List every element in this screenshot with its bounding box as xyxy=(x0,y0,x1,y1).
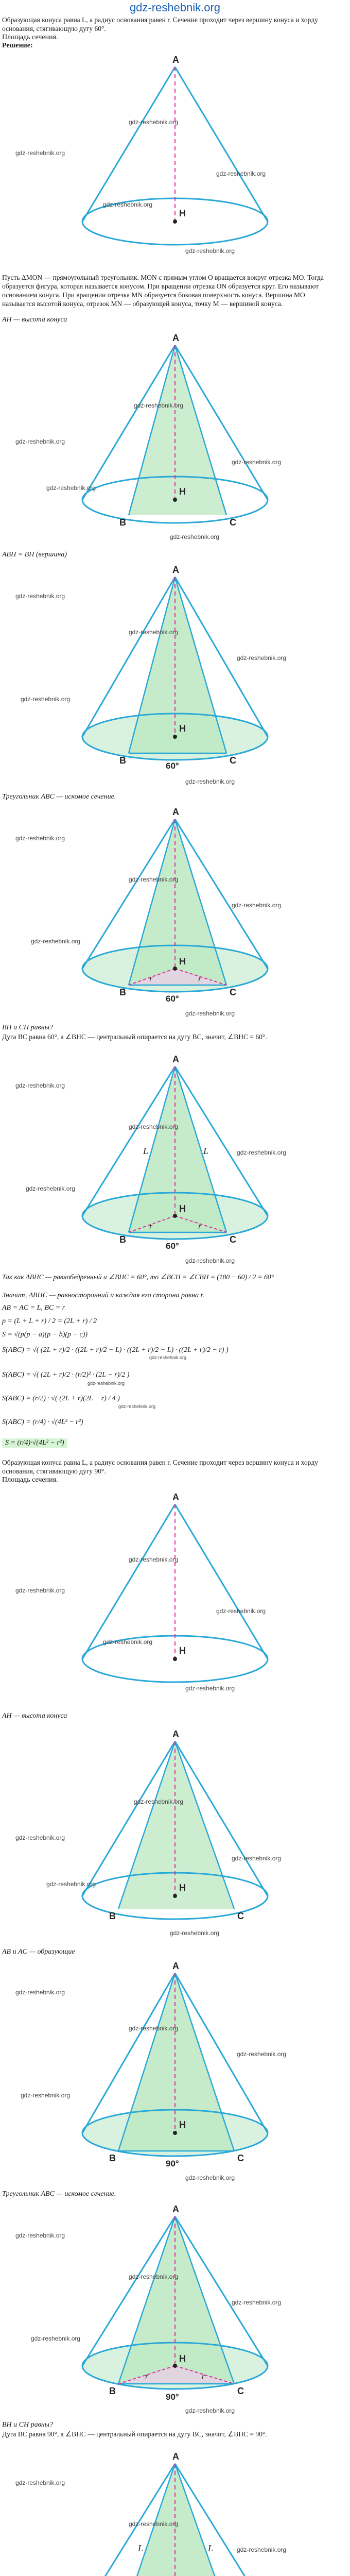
cone-figure-10 xyxy=(0,2448,350,2576)
watermark: gdz-reshebnik.org xyxy=(103,1638,153,1646)
watermark: gdz-reshebnik.org xyxy=(237,1149,287,1156)
watermark: gdz-reshebnik.org xyxy=(46,484,96,492)
watermark: gdz-reshebnik.org xyxy=(170,533,220,540)
label-a: A xyxy=(172,807,179,817)
answer-1: S = (r/4)·√(4L² − r²) xyxy=(2,1438,67,1448)
label-a: A xyxy=(172,333,179,343)
label-b: B xyxy=(119,517,126,528)
problem-statement-1: Образующая конуса равна L, а радиус основания равен r. Сечение проходит через вершину конуса и хорду основания, стягивающую дугу 60°. xyxy=(2,16,318,32)
label-c: C xyxy=(237,2386,244,2396)
label-h: H xyxy=(179,956,186,967)
cone-figure-2 xyxy=(0,330,350,546)
watermark: gdz-reshebnik.org xyxy=(46,1880,96,1888)
calc-line: S(ABC) = (r/4) · √(4L² − r²) xyxy=(2,1418,83,1426)
watermark: gdz-reshebnik.org xyxy=(26,1185,76,1192)
cone-figure-4 xyxy=(0,804,350,1020)
label-l: L xyxy=(203,1146,209,1156)
angle-note-2: Дуга BC равна 90°, а ∠BHC — центральный опирается на дугу BC, значит, ∠BHC = 90°. xyxy=(2,2430,267,2438)
label-l: L xyxy=(208,2543,214,2553)
watermark: gdz-reshebnik.org xyxy=(129,118,179,126)
label-h: H xyxy=(179,1883,186,1893)
cone-figure-8 xyxy=(0,1958,350,2184)
calc-line: AB = AC = L, BC = r xyxy=(2,1304,65,1312)
equal-note-1: BH и CH равны? xyxy=(2,1024,54,1031)
label-a: A xyxy=(172,2451,179,2462)
calc-line: Так как ΔBHC — равнобедренный и ∠BHC = 60°, то ∠BCH = ∠CBH = (180 − 60) / 2 = 60° xyxy=(2,1273,274,1281)
watermark: gdz-reshebnik.org xyxy=(15,1834,65,1841)
label-b: B xyxy=(119,987,126,997)
label-h: H xyxy=(179,2120,186,2130)
label-h: H xyxy=(179,1204,186,1214)
calc-line: Значит, ΔBHC — равносторонний и каждая его сторона равна r. xyxy=(2,1292,204,1299)
solution-label-1: Решение: xyxy=(2,42,33,49)
label-l: L xyxy=(143,1146,149,1156)
label-a: A xyxy=(172,55,179,65)
find-label-1: Площадь сечения. xyxy=(2,33,58,41)
label-h: H xyxy=(179,723,186,734)
watermark: gdz-reshebnik.org xyxy=(232,459,282,466)
height-note-1: AH — высота конуса xyxy=(2,316,67,324)
angle-label: 60° xyxy=(166,761,179,771)
watermark: gdz-reshebnik.org xyxy=(232,1855,282,1862)
watermark: gdz-reshebnik.org xyxy=(129,1556,179,1563)
watermark: gdz-reshebnik.org xyxy=(129,2025,179,2032)
watermark: gdz-reshebnik.org xyxy=(129,2520,179,2528)
label-r: r xyxy=(202,2372,205,2381)
angle-label: 90° xyxy=(166,2392,179,2402)
label-h: H xyxy=(179,208,186,218)
watermark: gdz-reshebnik.org xyxy=(170,1929,220,1937)
watermark: gdz-reshebnik.org xyxy=(15,592,65,600)
calc-line: S(ABC) = (r/2) · √( (2L + r)(2L − r) / 4 ) xyxy=(2,1395,120,1402)
label-r: r xyxy=(149,1222,153,1231)
find-label-2: Площадь сечения. xyxy=(2,1476,58,1484)
watermark: gdz-reshebnik.org xyxy=(129,2273,179,2280)
label-b: B xyxy=(109,2153,116,2163)
explanation-1: Пусть ΔMON — прямоугольный треугольник. MON с прямым углом O вращается вокруг отрезка MO. Тогда образуется фигура, которая называется конусом. При вращении отрезка ON образуется круг. Его называют основанием конуса. При вращении отрезка MN образуется боковая поверхность конуса. Вершина MO называется высотой конуса, отрезок MN — образующей конуса, точку M — вершиной конуса. xyxy=(2,274,324,308)
watermark: gdz-reshebnik.org xyxy=(15,1989,65,1996)
label-r: r xyxy=(198,1222,202,1231)
equal-note-2: BH и CH равны? xyxy=(2,2421,54,2429)
watermark: gdz-reshebnik.org xyxy=(185,2174,235,2181)
label-b: B xyxy=(109,1911,116,1921)
watermark: gdz-reshebnik.org xyxy=(15,149,65,157)
cone-figure-5 xyxy=(0,1051,350,1267)
calc-line: S(ABC) = √( (2L + r)/2 · (r/2)² · (2L − r)/2 ) xyxy=(2,1371,130,1379)
watermark: gdz-reshebnik.org xyxy=(129,876,179,883)
watermark: gdz-reshebnik.org xyxy=(118,1404,156,1409)
watermark: gdz-reshebnik.org xyxy=(134,1798,184,1805)
calc-line: S = √(p(p − a)(p − b)(p − c)) xyxy=(2,1331,87,1338)
watermark: gdz-reshebnik.org xyxy=(15,2232,65,2239)
abc-note-1: ABH = BH (вершина) xyxy=(2,551,67,558)
label-b: B xyxy=(119,755,126,766)
watermark: gdz-reshebnik.org xyxy=(129,629,179,636)
label-r: r xyxy=(149,975,153,984)
abc-note-2: AB и AC — образующие xyxy=(2,1948,75,1956)
label-c: C xyxy=(237,2153,244,2163)
watermark: gdz-reshebnik.org xyxy=(185,247,235,255)
watermark: gdz-reshebnik.org xyxy=(185,2407,235,2414)
label-b: B xyxy=(109,2386,116,2396)
watermark: gdz-reshebnik.org xyxy=(21,696,71,703)
section-note-2: Треугольник ABC — искомое сечение. xyxy=(2,2190,116,2198)
watermark: gdz-reshebnik.org xyxy=(31,2335,81,2342)
watermark: gdz-reshebnik.org xyxy=(232,902,282,909)
cone-figure-1 xyxy=(0,52,350,268)
watermark: gdz-reshebnik.org xyxy=(149,1355,187,1360)
calc-line: p = (L + L + r) / 2 = (2L + r) / 2 xyxy=(2,1317,97,1325)
height-note-2: AH — высота конуса xyxy=(2,1712,67,1720)
label-r: r xyxy=(198,975,202,984)
cone-figure-9 xyxy=(0,2201,350,2417)
watermark: gdz-reshebnik.org xyxy=(185,1257,235,1264)
label-a: A xyxy=(172,2204,179,2214)
cone-figure-3 xyxy=(0,562,350,788)
watermark: gdz-reshebnik.org xyxy=(134,402,184,409)
label-c: C xyxy=(237,1911,244,1921)
label-h: H xyxy=(179,2353,186,2364)
watermark: gdz-reshebnik.org xyxy=(21,2092,71,2099)
cone-figure-7 xyxy=(0,1726,350,1942)
calc-line: S(ABC) = √( (2L + r)/2 · ((2L + r)/2 − L) · ((2L + r)/2 − L) · ((2L + r)/2 − r) ) xyxy=(2,1346,229,1354)
angle-label: 90° xyxy=(166,2159,179,2168)
label-a: A xyxy=(172,1054,179,1064)
watermark: gdz-reshebnik.org xyxy=(15,1082,65,1089)
section-note-1: Треугольник ABC — искомое сечение. xyxy=(2,793,116,801)
watermark: gdz-reshebnik.org xyxy=(129,1123,179,1130)
label-l: L xyxy=(138,2543,144,2553)
label-a: A xyxy=(172,1492,179,1502)
watermark: gdz-reshebnik.org xyxy=(237,654,287,662)
angle-note-1: Дуга BC равна 60°, а ∠BHC — центральный опирается на дугу BC, значит, ∠BHC = 60°. xyxy=(2,1033,267,1041)
label-c: C xyxy=(230,755,236,766)
label-h: H xyxy=(179,1646,186,1656)
label-a: A xyxy=(172,1961,179,1971)
watermark: gdz-reshebnik.org xyxy=(185,778,235,785)
problem-statement-2: Образующая конуса равна L, а радиус основания равен r. Сечение проходит через вершину конуса и хорду основания, стягивающую дугу 90°. xyxy=(2,1459,318,1475)
label-b: B xyxy=(119,1234,126,1245)
label-c: C xyxy=(230,1234,236,1245)
watermark: gdz-reshebnik.org xyxy=(185,1010,235,1017)
label-c: C xyxy=(230,517,236,528)
watermark: gdz-reshebnik.org xyxy=(185,1685,235,1692)
angle-label: 60° xyxy=(166,1241,179,1251)
watermark: gdz-reshebnik.org xyxy=(15,2479,65,2486)
angle-label: 60° xyxy=(166,994,179,1004)
label-a: A xyxy=(172,565,179,575)
watermark: gdz-reshebnik.org xyxy=(15,835,65,842)
watermark: gdz-reshebnik.org xyxy=(103,201,153,208)
watermark: gdz-reshebnik.org xyxy=(232,2299,282,2306)
site-title[interactable]: gdz-reshebnik.org xyxy=(129,1,221,14)
label-a: A xyxy=(172,1729,179,1739)
watermark: gdz-reshebnik.org xyxy=(237,2050,287,2058)
label-r: r xyxy=(145,2372,149,2381)
cone-figure-6 xyxy=(0,1489,350,1705)
watermark: gdz-reshebnik.org xyxy=(15,1587,65,1594)
watermark: gdz-reshebnik.org xyxy=(237,2546,287,2553)
label-h: H xyxy=(179,486,186,497)
watermark: gdz-reshebnik.org xyxy=(87,1381,125,1386)
watermark: gdz-reshebnik.org xyxy=(31,938,81,945)
watermark: gdz-reshebnik.org xyxy=(15,438,65,445)
watermark: gdz-reshebnik.org xyxy=(216,170,266,177)
watermark: gdz-reshebnik.org xyxy=(216,1607,266,1615)
label-c: C xyxy=(230,987,236,997)
